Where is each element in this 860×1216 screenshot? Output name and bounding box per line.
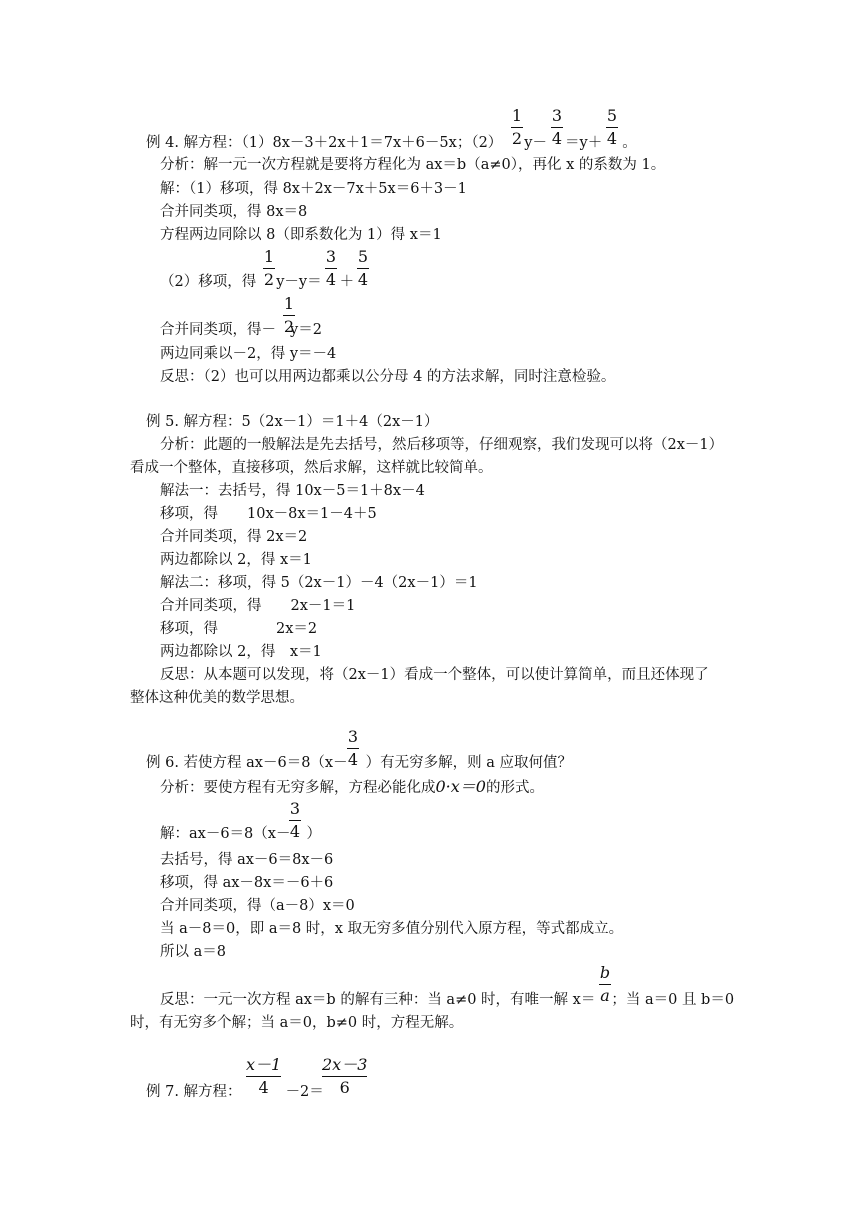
example-7-title: 例 7. 解方程： －2＝ xyxy=(146,1084,324,1100)
example-6-reflection: 反思：一元一次方程 ax＝b 的解有三种：当 a≠0 时，有唯一解 x＝ ；当 a＝0 且 b＝0 xyxy=(160,992,735,1008)
example-5-step: 两边都除以 2，得 x＝1 xyxy=(160,552,312,568)
example-5-step: 合并同类项，得 2x－1＝1 xyxy=(160,598,356,614)
example-6-analysis: 分析：要使方程有无穷多解，方程必能化成0·x＝0的形式。 xyxy=(160,777,544,796)
fraction-one-half: $\frac{1}{2}$ xyxy=(283,294,295,336)
fraction-three-quarters: $\frac{3}{4}$ xyxy=(551,106,563,148)
example-4-reflection: 反思：（2）也可以用两边都乘以公分母 4 的方法求解，同时注意检验。 xyxy=(160,369,616,385)
example-5-step: 解法一：去括号，得 10x－5＝1＋8x－4 xyxy=(160,483,425,499)
example-4-step: 解：（1）移项，得 8x＋2x－7x＋5x＝6＋3－1 xyxy=(160,181,467,197)
fraction-five-quarters: $\frac{5}{4}$ xyxy=(606,106,618,148)
example-6-step: 去括号，得 ax－6＝8x－6 xyxy=(160,852,334,868)
example-6-reflection: 时，有无穷多个解；当 a＝0，b≠0 时，方程无解。 xyxy=(130,1015,464,1031)
example-5-step: 移项，得 10x－8x＝1－4＋5 xyxy=(160,506,377,522)
example-5-analysis: 看成一个整体，直接移项，然后求解，这样就比较简单。 xyxy=(130,460,493,476)
example-5-step: 解法二：移项，得 5（2x－1）－4（2x－1）＝1 xyxy=(160,575,478,591)
example-5-step: 两边都除以 2，得 x＝1 xyxy=(160,644,322,660)
fraction-one-half: $\frac{1}{2}$ xyxy=(263,247,275,289)
fraction-three-quarters: $\frac{3}{4}$ xyxy=(289,799,301,841)
fraction-b-over-a: $\frac{b}{a}$ xyxy=(599,963,611,1005)
example-4-step: 合并同类项，得 8x＝8 xyxy=(160,204,308,220)
fraction-three-quarters: $\frac{3}{4}$ xyxy=(325,247,337,289)
fraction-five-quarters: $\frac{5}{4}$ xyxy=(357,247,369,289)
example-5-title: 例 5. 解方程：5（2x－1）＝1＋4（2x－1） xyxy=(146,414,439,430)
example-5-step: 移项，得 2x＝2 xyxy=(160,621,318,637)
example-5-reflection: 反思：从本题可以发现，将（2x－1）看成一个整体，可以使计算简单，而且还体现了 xyxy=(160,667,709,683)
formula-zero-times-x: 0·x＝0 xyxy=(435,777,486,796)
fraction-2x-minus-3-over-6: $\frac{2x-3}{6}$ xyxy=(322,1055,368,1097)
fraction-one-half: $\frac{1}{2}$ xyxy=(511,106,523,148)
example-6-step: 所以 a＝8 xyxy=(160,944,226,960)
example-6-step: 移项，得 ax－8x＝－6＋6 xyxy=(160,875,334,891)
example-4-step: 合并同类项，得－ y＝2 xyxy=(160,322,322,338)
example-5-analysis: 分析：此题的一般解法是先去括号，然后移项等，仔细观察，我们发现可以将（2x－1） xyxy=(160,437,724,453)
example-5-step: 合并同类项，得 2x＝2 xyxy=(160,529,308,545)
example-5-reflection: 整体这种优美的数学思想。 xyxy=(130,690,304,706)
example-4-step: 两边同乘以－2，得 y＝－4 xyxy=(160,346,337,362)
example-6-title: 例 6. 若使方程 ax－6＝8（x－ ）有无穷多解，则 a 应取何值？ xyxy=(146,755,572,771)
fraction-x-minus-1-over-4: $\frac{x-1}{4}$ xyxy=(246,1055,282,1097)
example-4-analysis: 分析：解一元一次方程就是要将方程化为 ax＝b（a≠0），再化 x 的系数为 1。 xyxy=(160,157,666,173)
example-6-step: 合并同类项，得（a－8）x＝0 xyxy=(160,898,355,914)
fraction-three-quarters: $\frac{3}{4}$ xyxy=(347,727,359,769)
example-6-step: 当 a－8＝0，即 a＝8 时，x 取无穷多值分别代入原方程，等式都成立。 xyxy=(160,921,624,937)
example-4-step: 方程两边同除以 8（即系数化为 1）得 x＝1 xyxy=(160,227,442,243)
example-4-step: （2）移项，得 y－y＝ ＋ xyxy=(160,274,355,290)
example-4-title: 例 4. 解方程：（1）8x－3＋2x＋1＝7x＋6－5x；（2） y－ ＝y＋ 。 xyxy=(146,135,637,151)
example-6-step: 解：ax－6＝8（x－ ） xyxy=(160,826,321,842)
